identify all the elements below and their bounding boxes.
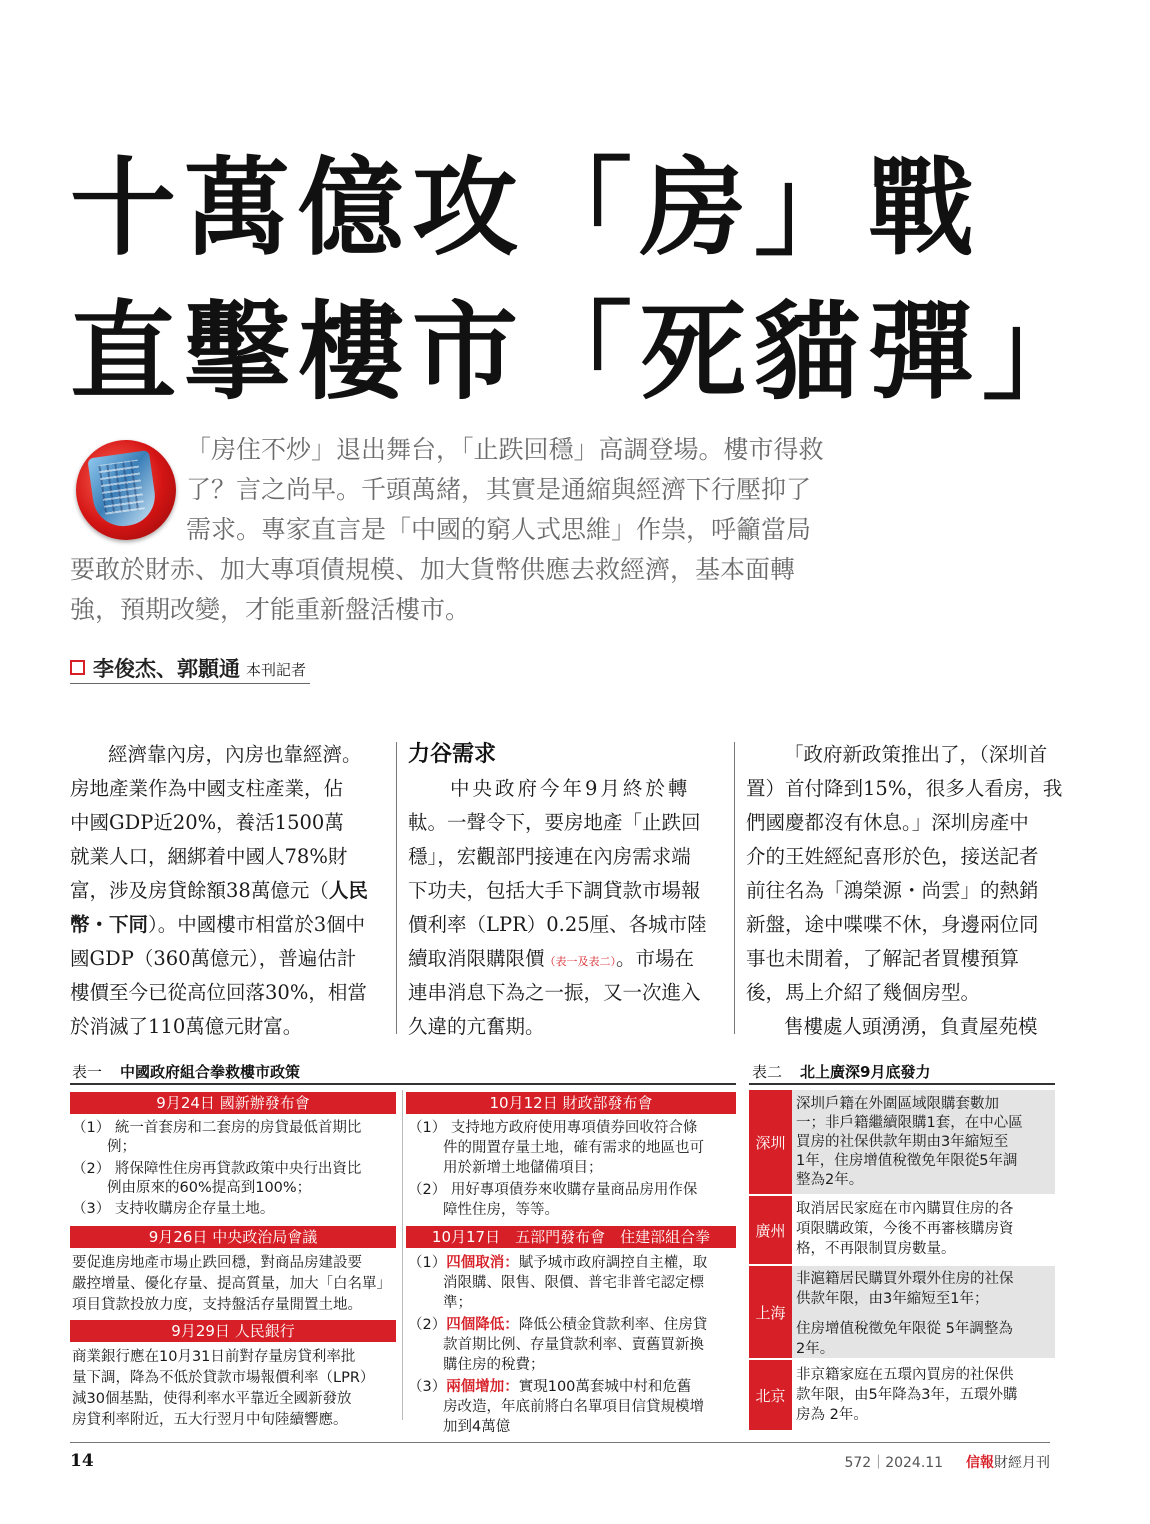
body-line: 「政府新政策推出了，（深圳首 [784, 743, 1048, 766]
city-label-guangzhou: 廣州 [749, 1196, 792, 1264]
highlight-label: 四個取消： [446, 1255, 519, 1271]
body-line: 穩」，宏觀部門接連在內房需求端 [408, 845, 691, 868]
sep29-header: 9月29日 人民銀行 [70, 1320, 396, 1342]
body-text-bold: 人民 [328, 879, 368, 902]
column-divider [734, 742, 735, 1034]
city-label-shenzhen: 深圳 [749, 1090, 792, 1194]
table-2-label: 表二 [752, 1063, 783, 1081]
body-line: 連串消息下為之一振，又一次進入 [408, 981, 701, 1004]
body-line: 售樓處人頭湧湧，負責屋苑模 [784, 1015, 1038, 1038]
table-line: （1） 統一首套房和二套房的房貸最低首期比 [72, 1120, 362, 1136]
table-2-heading: 北上廣深9月底發力 [800, 1063, 931, 1081]
table-line: 房為 2年。 [796, 1407, 868, 1423]
table-line: 房改造，年底前將白名單項目信貸規模增 [443, 1399, 704, 1415]
body-line: 前往名為「鴻榮源・尚雲」的熱銷 [746, 879, 1039, 902]
table-line: 消限購、限售、限價、普宅非普宅認定標 [443, 1275, 704, 1291]
headline-line-1: 十萬億攻「房」戰 [70, 147, 982, 270]
body-line [70, 908, 365, 942]
table-line: （2） 用好專項債券來收購存量商品房用作保 [408, 1182, 698, 1198]
body-line: 置）首付降到15%，很多人看房，我 [746, 777, 1063, 800]
body-text: 。市場在 [616, 947, 695, 970]
table-line: 2年。 [796, 1341, 835, 1357]
lede-line: 要敢於財赤、加大專項債規模、加大貨幣供應去救經濟，基本面轉 [70, 555, 796, 584]
body-line: 中國GDP近20%，養活1500萬 [70, 811, 344, 834]
table-line: 項目貸款投放力度，支持盤活存量閒置土地。 [72, 1297, 362, 1313]
table-line: 減30個基點，使得利率水平靠近全國新發放 [72, 1391, 352, 1407]
table-line: 準； [443, 1295, 472, 1311]
table-text: 降低公積金貸款利率、住房貸 [518, 1317, 708, 1333]
table-line: 量下調，降為不低於貸款市場報價利率（LPR） [72, 1370, 375, 1386]
table-line: 款年限，由5年降為3年，五環外購 [796, 1387, 1018, 1403]
footer-rule [70, 1442, 1050, 1443]
table-line: （1） 支持地方政府使用專項債券回收符合條 [408, 1120, 698, 1136]
table-line: 件的閒置存量土地，確有需求的地區也可 [443, 1140, 704, 1156]
body-text: ）。中國樓市相當於3個中 [148, 913, 366, 936]
table-1-heading: 中國政府組合拳救樓市政策 [120, 1063, 301, 1081]
highlight-label: 四個降低： [446, 1317, 519, 1333]
table-line: 商業銀行應在10月31日前對存量房貸利率批 [72, 1349, 356, 1365]
body-text: 富，涉及房貸餘額38萬億元（ [70, 879, 329, 902]
lede-line: 「房住不炒」退出舞台，「止跌回穩」高調登場。樓市得救 [186, 435, 824, 464]
body-line: 久違的亢奮期。 [408, 1015, 545, 1038]
body-text: 續取消限購限價 [408, 947, 545, 970]
table-2-title [752, 1061, 930, 1082]
table-line [408, 1254, 707, 1273]
city-label-shanghai: 上海 [749, 1266, 792, 1358]
table-line: 取消居民家庭在市內購買住房的各 [796, 1201, 1014, 1217]
table-line: 1年，住房增值稅徵免年限從5年調 [796, 1153, 1018, 1169]
body-line: 事也未閒着，了解記者買樓預算 [746, 947, 1020, 970]
brand-subtitle: 財經月刊 [994, 1455, 1050, 1471]
table-line: 例由原來的60%提高到100%； [107, 1180, 312, 1196]
body-line: 於消滅了110萬億元財富。 [70, 1015, 303, 1038]
item-number: （3） [408, 1379, 447, 1395]
body-line: 後，馬上介紹了幾個房型。 [746, 981, 981, 1004]
table-1-title [72, 1061, 300, 1082]
table-line: 嚴控增量、優化存量、提高質量，加大「白名單」 [72, 1276, 391, 1292]
table-line: 房貸利率附近，五大行翌月中旬陸續響應。 [72, 1412, 348, 1428]
body-line: 新盤，途中喋喋不休，身邊兩位同 [746, 913, 1039, 936]
building-icon [87, 450, 158, 530]
body-line: 房地產業作為中國支柱產業，佔 [70, 777, 344, 800]
byline [70, 652, 310, 684]
table-line: （2） 將保障性住房再貸款政策中央行出資比 [72, 1161, 362, 1177]
body-line [70, 874, 368, 908]
oct17-header: 10月17日 五部門發布會 住建部組合拳 [406, 1226, 736, 1248]
table-1-divider [402, 1090, 403, 1420]
body-line [408, 942, 694, 979]
table-line: 例； [107, 1139, 136, 1155]
body-line: 軚。一聲令下，要房地產「止跌回 [408, 811, 701, 834]
table-line: 款首期比例、存量貸款利率、賣舊買新換 [443, 1337, 704, 1353]
item-number: （2） [408, 1317, 447, 1333]
table-line: 深圳戶籍在外圍區域限購套數加 [796, 1096, 999, 1112]
table-line: 一；非戶籍繼續限購1套，在中心區 [796, 1115, 1023, 1131]
table-line: 障性住房，等等。 [443, 1202, 559, 1218]
building-emblem-image [76, 440, 176, 540]
body-line: 下功夫，包括大手下調貸款市場報 [408, 879, 701, 902]
lede-line: 需求。專家直言是「中國的窮人式思維」作祟，呼籲當局 [186, 515, 812, 544]
highlight-label: 兩個增加： [446, 1379, 519, 1395]
page-number: 14 [70, 1451, 94, 1471]
headline-line-2: 直擊樓市「死貓彈」 [70, 291, 1096, 414]
table-text: 賦予城市政府調控自主權，取 [518, 1255, 708, 1271]
table-line: 非滬籍居民購買外環外住房的社保 [796, 1271, 1014, 1287]
table-line: 整為2年。 [796, 1172, 864, 1188]
table-1-label: 表一 [72, 1063, 103, 1081]
table-line: 供款年限，由3年縮短至1年； [796, 1291, 989, 1307]
issue-info: 572｜2024.11 [844, 1455, 944, 1471]
table-line [408, 1316, 707, 1335]
table-line: 用於新增土地儲備項目； [443, 1160, 603, 1176]
body-line: 樓價至今已從高位回落30%，相當 [70, 981, 367, 1004]
table-2-rule [749, 1083, 1055, 1085]
byline-role: 本刊記者 [246, 660, 307, 679]
sep26-header: 9月26日 中央政治局會議 [70, 1226, 396, 1248]
city-label-beijing: 北京 [749, 1360, 792, 1430]
body-line: 們國慶都沒有休息。」深圳房產中 [746, 811, 1029, 834]
table-line: 格，不再限制買房數量。 [796, 1241, 956, 1257]
table-line: 項限購政策，今後不再審核購房資 [796, 1221, 1014, 1237]
table-line: 住房增值稅徵免年限從 5年調整為 [796, 1321, 1013, 1337]
table-1-rule [70, 1083, 736, 1085]
column-divider [396, 742, 397, 1034]
oct12-header: 10月12日 財政部發布會 [406, 1092, 736, 1114]
body-line: 中央政府今年9月終於轉 [450, 777, 691, 800]
body-line: 就業人口，綑綁着中國人78%財 [70, 845, 348, 868]
lede-line: 了？言之尚早。千頭萬緒，其實是通縮與經濟下行壓抑了 [186, 475, 812, 504]
brand-name: 信報 [966, 1455, 994, 1471]
square-bullet-icon [70, 660, 85, 675]
sep24-header: 9月24日 國新辦發布會 [70, 1092, 396, 1114]
table-line: 買房的社保供款年期由3年縮短至 [796, 1134, 1009, 1150]
table-line: 加到4萬億 [443, 1419, 511, 1435]
table-line: 要促進房地產市場止跌回穩，對商品房建設要 [72, 1255, 362, 1271]
item-number: （1） [408, 1255, 447, 1271]
table-reference: （表一及表二） [544, 955, 617, 968]
table-line: （3） 支持收購房企存量土地。 [72, 1201, 275, 1217]
table-line [408, 1378, 691, 1397]
lede-line: 強，預期改變，才能重新盤活樓市。 [70, 595, 471, 624]
body-line: 經濟靠內房，內房也靠經濟。 [108, 743, 362, 766]
table-text: 實現100萬套城中村和危舊 [518, 1379, 692, 1395]
footer-masthead [844, 1452, 1050, 1472]
table-line: 非京籍家庭在五環內買房的社保供 [796, 1367, 1014, 1383]
body-line: 國GDP（360萬億元），普遍估計 [70, 947, 357, 970]
body-line: 價利率（LPR）0.25厘、各城市陸 [408, 913, 707, 936]
body-line: 介的王姓經紀喜形於色，接送記者 [746, 845, 1039, 868]
section-subhead: 力谷需求 [408, 742, 497, 767]
table-line: 購住房的稅費； [443, 1357, 545, 1373]
body-text-bold: 幣・下同 [70, 913, 149, 936]
byline-authors: 李俊杰、郭顥通 [93, 656, 240, 681]
